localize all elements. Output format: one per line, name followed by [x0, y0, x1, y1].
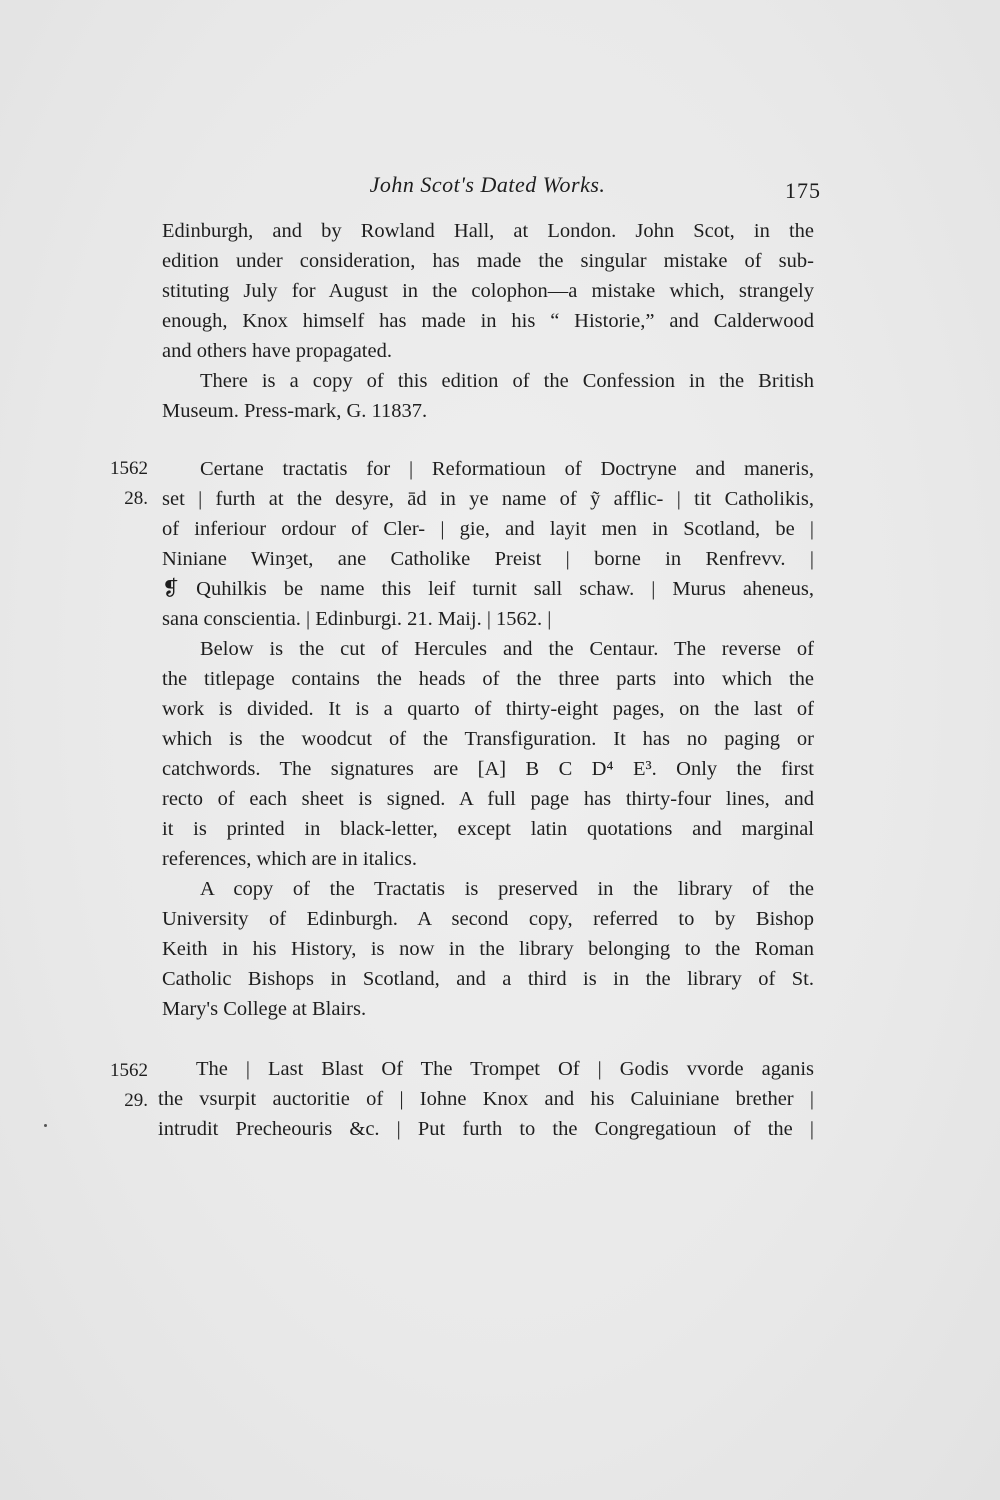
text-line: intrudit Precheouris &c. | Put furth to the Congregatioun of the | [158, 1118, 814, 1140]
text-line: recto of each sheet is signed. A full page has thirty-four lines, and [162, 788, 814, 810]
text-line: University of Edinburgh. A second copy, referred to by Bishop [162, 908, 814, 930]
text-line: Mary's College at Blairs. [162, 998, 367, 1020]
text-line: of inferiour ordour of Cler- | gie, and layit men in Scotland, be | [162, 518, 814, 540]
text-line: Edinburgh, and by Rowland Hall, at London. John Scot, in the [162, 220, 814, 242]
running-title: John Scot's Dated Works. [369, 172, 606, 197]
text-line: ❡ Quhilkis be name this leif turnit sall schaw. | Murus aheneus, [162, 578, 814, 600]
text-line: the vsurpit auctoritie of | Iohne Knox and his Caluiniane brether | [158, 1088, 814, 1110]
text-line: There is a copy of this edition of the Confession in the British [200, 370, 814, 392]
text-line: which is the woodcut of the Transfiguration. It has no paging or [162, 728, 814, 750]
text-line: and others have propagated. [162, 340, 392, 362]
entry-29-title [158, 1054, 814, 1144]
running-head [160, 168, 821, 204]
text-line: The | Last Blast Of The Trompet Of | Godis vvorde aganis [196, 1058, 814, 1080]
entry-28-title [162, 454, 814, 634]
paragraph-description [162, 634, 814, 874]
text-line: it is printed in black-letter, except latin quotations and marginal [162, 818, 814, 840]
margin-year-29: 1562 [110, 1060, 148, 1081]
text-line: edition under consideration, has made the singular mistake of sub- [162, 250, 814, 272]
paragraph-british-museum [162, 366, 814, 426]
text-line: Niniane Winȝet, ane Catholike Preist | borne in Renfrevv. | [162, 548, 814, 570]
text-line: catchwords. The signatures are [A] B C D⁴ E³. Only the first [162, 758, 814, 780]
margin-entry-number-29: 29. [124, 1090, 148, 1111]
margin-year-28: 1562 [110, 458, 148, 479]
text-line: A copy of the Tractatis is preserved in the library of the [200, 878, 814, 900]
text-line: Catholic Bishops in Scotland, and a third is in the library of St. [162, 968, 814, 990]
text-line: the titlepage contains the heads of the three parts into which the [162, 668, 814, 690]
text-line: enough, Knox himself has made in his “ Historie,” and Calderwood [162, 310, 814, 332]
text-line: Certane tractatis for | Reformatioun of Doctryne and maneris, [200, 458, 814, 480]
text-line: Below is the cut of Hercules and the Centaur. The reverse of [200, 638, 814, 660]
text-line: references, which are in italics. [162, 848, 417, 870]
page-number: 175 [785, 178, 821, 203]
text-line: work is divided. It is a quarto of thirty-eight pages, on the last of [162, 698, 814, 720]
text-line: sana conscientia. | Edinburgi. 21. Maij. | 1562. | [162, 608, 552, 630]
text-line: stituting July for August in the colophon—a mistake which, strangely [162, 280, 814, 302]
paper-speck [44, 1124, 47, 1127]
margin-entry-number-28: 28. [124, 488, 148, 509]
paragraph-copies [162, 874, 814, 1024]
text-line: Museum. Press-mark, G. 11837. [162, 400, 428, 422]
text-line: set | furth at the desyre, ād in ye name of ỹ afflic- | tit Catholikis, [162, 488, 814, 510]
paragraph-continuation [162, 216, 814, 366]
text-line: Keith in his History, is now in the library belonging to the Roman [162, 938, 814, 960]
